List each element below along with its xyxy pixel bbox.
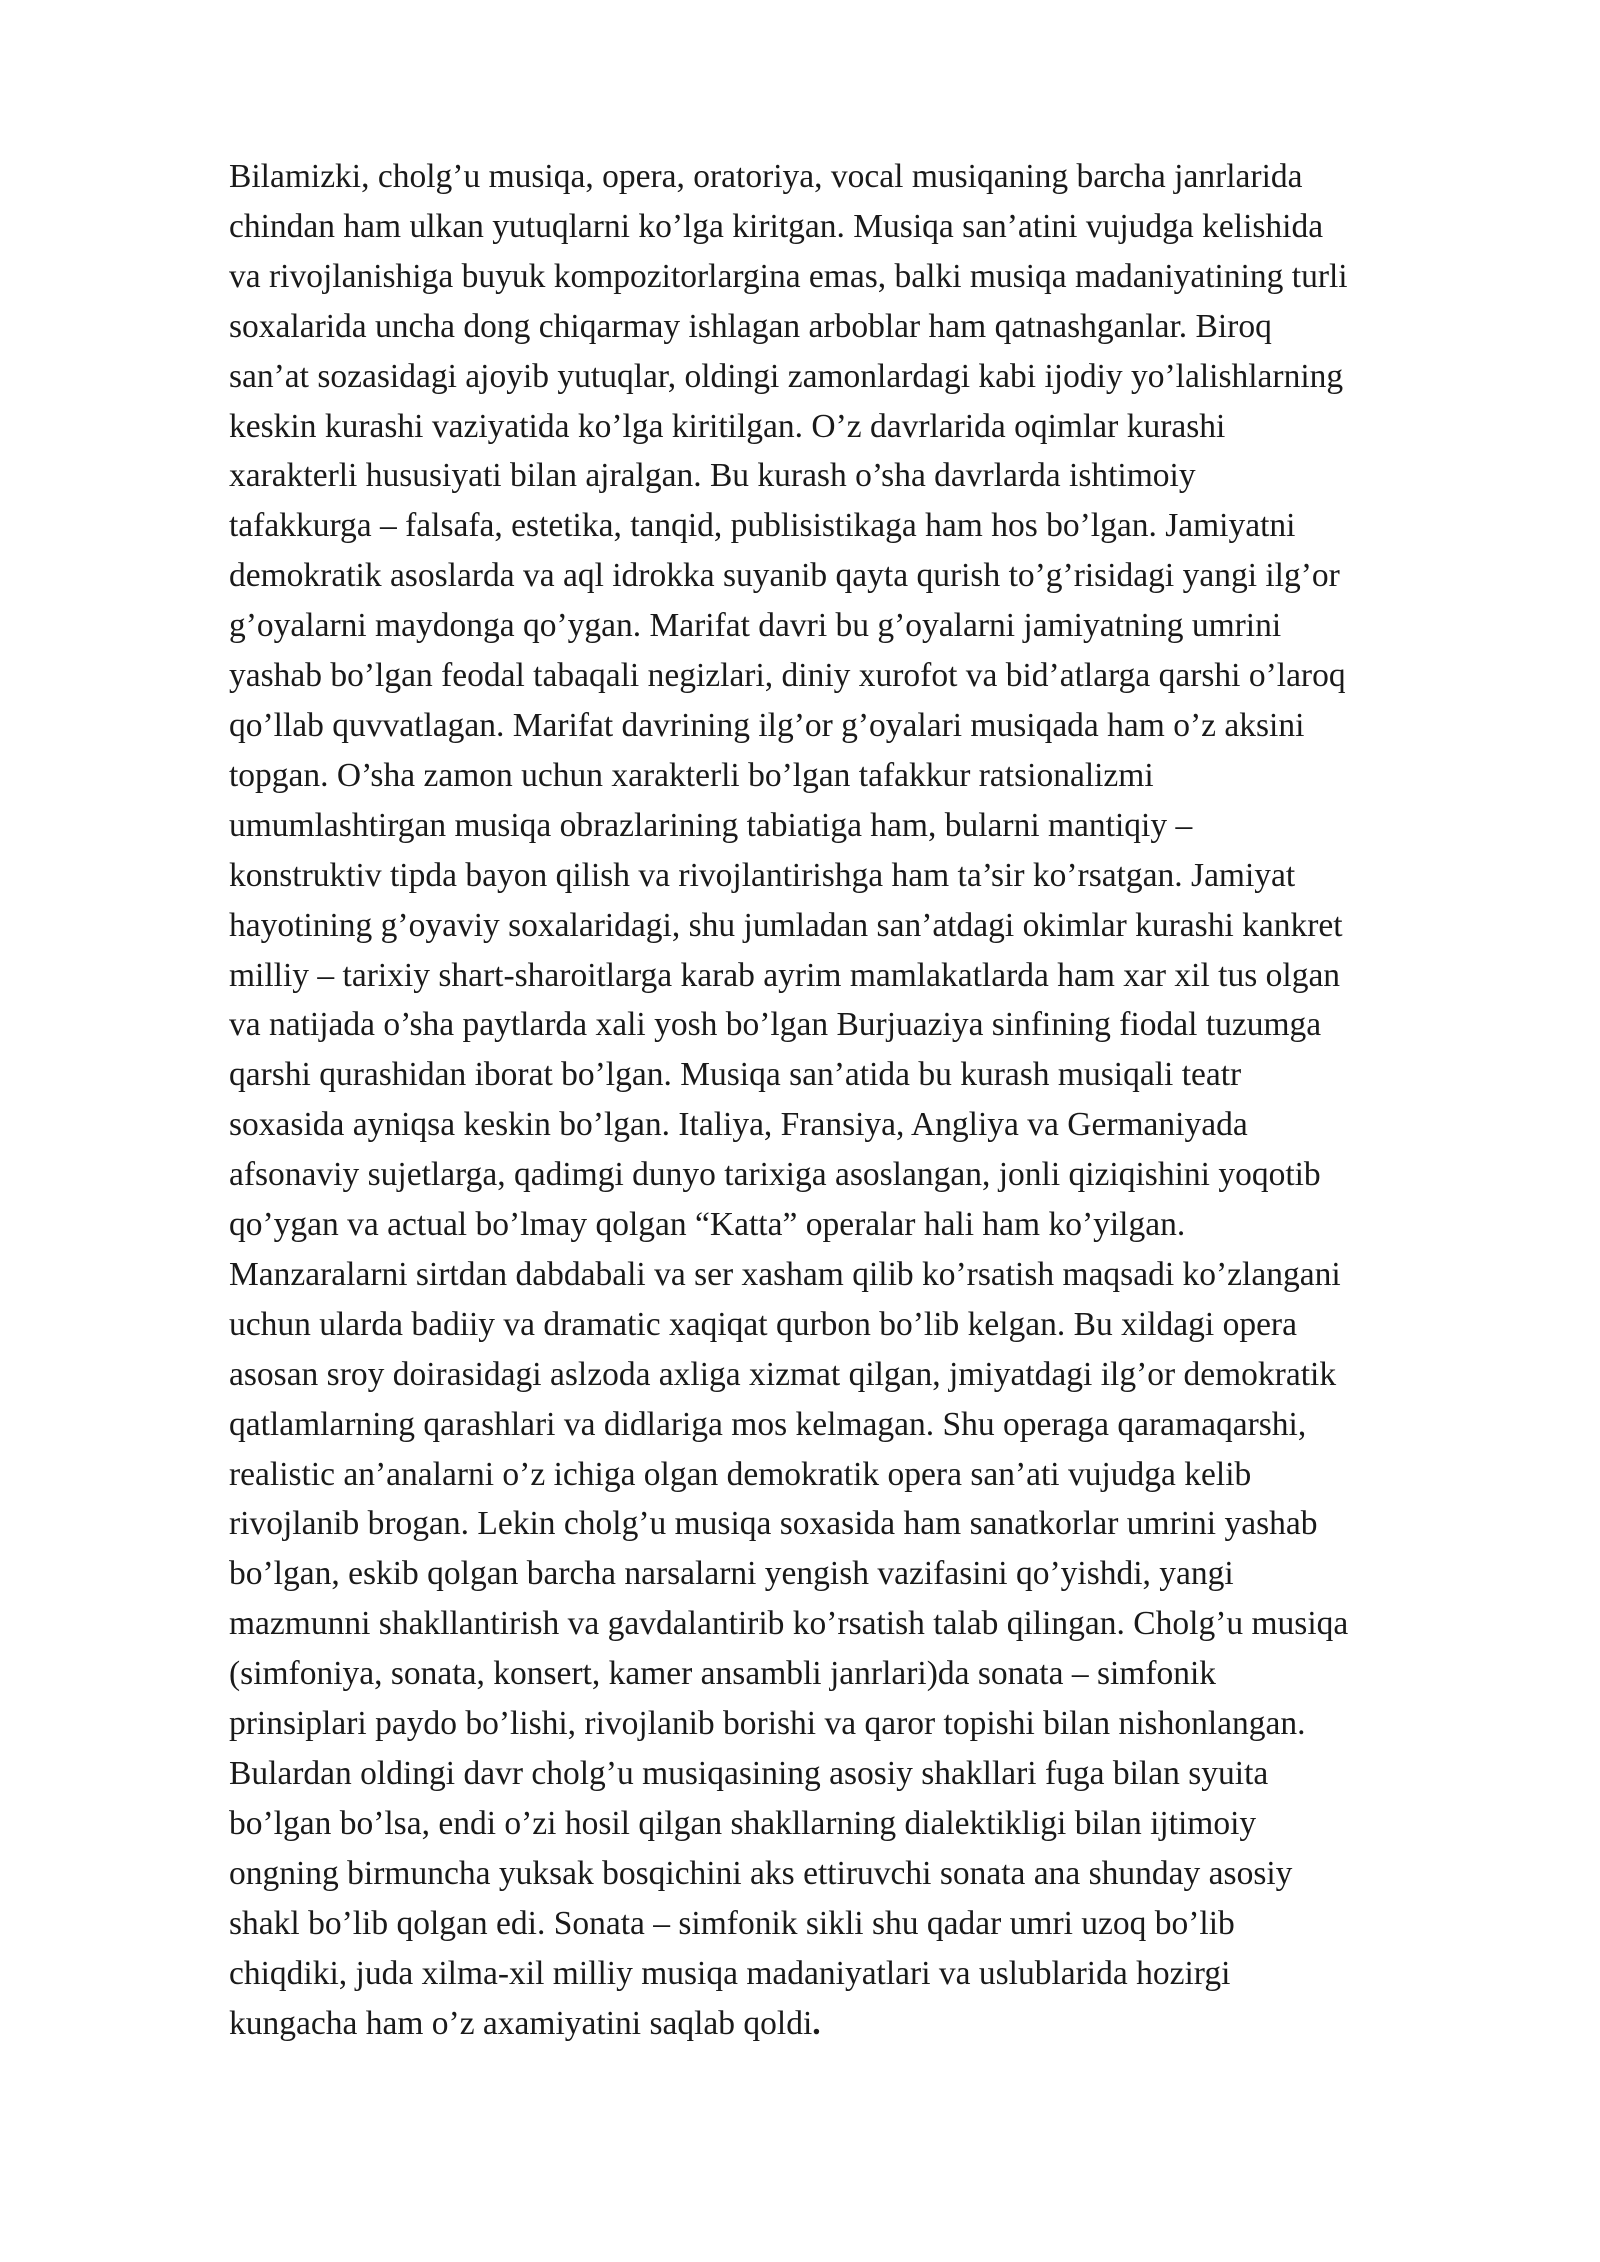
text-line: hayotining g’oyaviy soxalaridagi, shu jumladan san’atdagi okimlar kurashi kankret (229, 906, 1343, 944)
text-line: tafakkurga – falsafa, estetika, tanqid, publisistikaga ham hos bo’lgan. Jamiyatni (229, 507, 1296, 545)
text-line: yashab bo’lgan feodal tabaqali negizlari, diniy xurofot va bid’atlarga qarshi o’laroq (229, 657, 1346, 695)
text-line: qatlamlarning qarashlari va didlariga mos kelmagan. Shu operaga qaramaqarshi, (229, 1405, 1307, 1443)
text-line: konstruktiv tipda bayon qilish va rivojlantirishga ham ta’sir ko’rsatgan. Jamiyat (229, 856, 1296, 894)
text-line: bo’lgan bo’lsa, endi o’zi hosil qilgan shakllarning dialektikligi bilan ijtimoiy (229, 1804, 1257, 1842)
text-line: Bulardan oldingi davr cholg’u musiqasining asosiy shakllari fuga bilan syuita (229, 1755, 1269, 1792)
text-line: ongning birmuncha yuksak bosqichini aks ettiruvchi sonata ana shunday asosiy (229, 1854, 1293, 1892)
text-line: qo’ygan va actual bo’lmay qolgan “Katta” operalar hali ham ko’yilgan. (229, 1206, 1186, 1244)
text-line: mazmunni shakllantirish va gavdalantirib ko’rsatish talab qilingan. Cholg’u musiqa (229, 1605, 1349, 1643)
text-line-last-content: kungacha ham o’z axamiyatini saqlab qoldi (229, 2004, 813, 2042)
text-line: bo’lgan, eskib qolgan barcha narsalarni yengish vazifasini qo’yishdi, yangi (229, 1555, 1234, 1593)
text-line: shakl bo’lib qolgan edi. Sonata – simfonik sikli shu qadar umri uzoq bo’lib (229, 1904, 1235, 1942)
text-line: qo’llab quvvatlagan. Marifat davrining ilg’or g’oyalari musiqada ham o’z aksini (229, 706, 1305, 744)
text-line: rivojlanib brogan. Lekin cholg’u musiqa soxasida ham sanatkorlar umrini yashab (229, 1505, 1318, 1543)
text-line: soxalarida uncha dong chiqarmay ishlagan arboblar ham qatnashganlar. Biroq (229, 307, 1272, 345)
text-line: umumlashtirgan musiqa obrazlarining tabiatiga ham, bularni mantiqiy – (229, 806, 1193, 844)
text-line: va rivojlanishiga buyuk kompozitorlargina emas, balki musiqa madaniyatining turli (229, 257, 1348, 295)
text-line: chiqdiki, juda xilma-xil milliy musiqa madaniyatlari va uslublarida hozirgi (229, 1954, 1231, 1992)
text-line: afsonaviy sujetlarga, qadimgi dunyo tarixiga asoslangan, jonli qiziqishini yoqotib (229, 1156, 1321, 1194)
text-line: milliy – tarixiy shart-sharoitlarga karab ayrim mamlakatlarda ham xar xil tus olgan (229, 956, 1341, 994)
text-line: prinsiplari paydo bo’lishi, rivojlanib borishi va qaror topishi bilan nishonlangan. (229, 1705, 1306, 1743)
text-line: san’at sozasidagi ajoyib yutuqlar, oldingi zamonlardagi kabi ijodiy yo’lalishlarning (229, 357, 1344, 395)
body-paragraph (229, 152, 1529, 2048)
text-line: demokratik asoslarda va aql idrokka suyanib qayta qurish to’g’risidagi yangi ilg’or (229, 557, 1340, 595)
text-line: realistic an’analarni o’z ichiga olgan demokratik opera san’ati vujudga kelib (229, 1455, 1252, 1493)
text-line-last (229, 1999, 1529, 2049)
text-line: (simfoniya, sonata, konsert, kamer ansambli janrlari)da sonata – simfonik (229, 1655, 1217, 1693)
text-line: uchun ularda badiiy va dramatic xaqiqat qurbon bo’lib kelgan. Bu xildagi opera (229, 1305, 1297, 1343)
text-line: keskin kurashi vaziyatida ko’lga kiritilgan. O’z davrlarida oqimlar kurashi (229, 407, 1226, 445)
text-line: topgan. O’sha zamon uchun xarakterli bo’lgan tafakkur ratsionalizmi (229, 756, 1154, 794)
text-line: chindan ham ulkan yutuqlarni ko’lga kiritgan. Musiqa san’atini vujudga kelishida (229, 207, 1324, 245)
text-line: Manzaralarni sirtdan dabdabali va ser xasham qilib ko’rsatish maqsadi ko’zlangani (229, 1255, 1341, 1293)
text-line: xarakterli hususiyati bilan ajralgan. Bu kurash o’sha davrlarda ishtimoiy (229, 457, 1196, 495)
text-line: soxasida ayniqsa keskin bo’lgan. Italiya, Fransiya, Angliya va Germaniyada (229, 1106, 1248, 1144)
text-line: Bilamizki, cholg’u musiqa, opera, oratoriya, vocal musiqaning barcha janrlarida (229, 158, 1303, 195)
text-line: asosan sroy doirasidagi aslzoda axliga xizmat qilgan, jmiyatdagi ilg’or demokratik (229, 1355, 1337, 1393)
final-period: . (812, 2004, 821, 2042)
text-line: va natijada o’sha paytlarda xali yosh bo’lgan Burjuaziya sinfining fiodal tuzumga (229, 1006, 1322, 1044)
text-line: g’oyalarni maydonga qo’ygan. Marifat davri bu g’oyalarni jamiyatning umrini (229, 607, 1282, 645)
text-line: qarshi qurashidan iborat bo’lgan. Musiqa san’atida bu kurash musiqali teatr (229, 1056, 1242, 1094)
